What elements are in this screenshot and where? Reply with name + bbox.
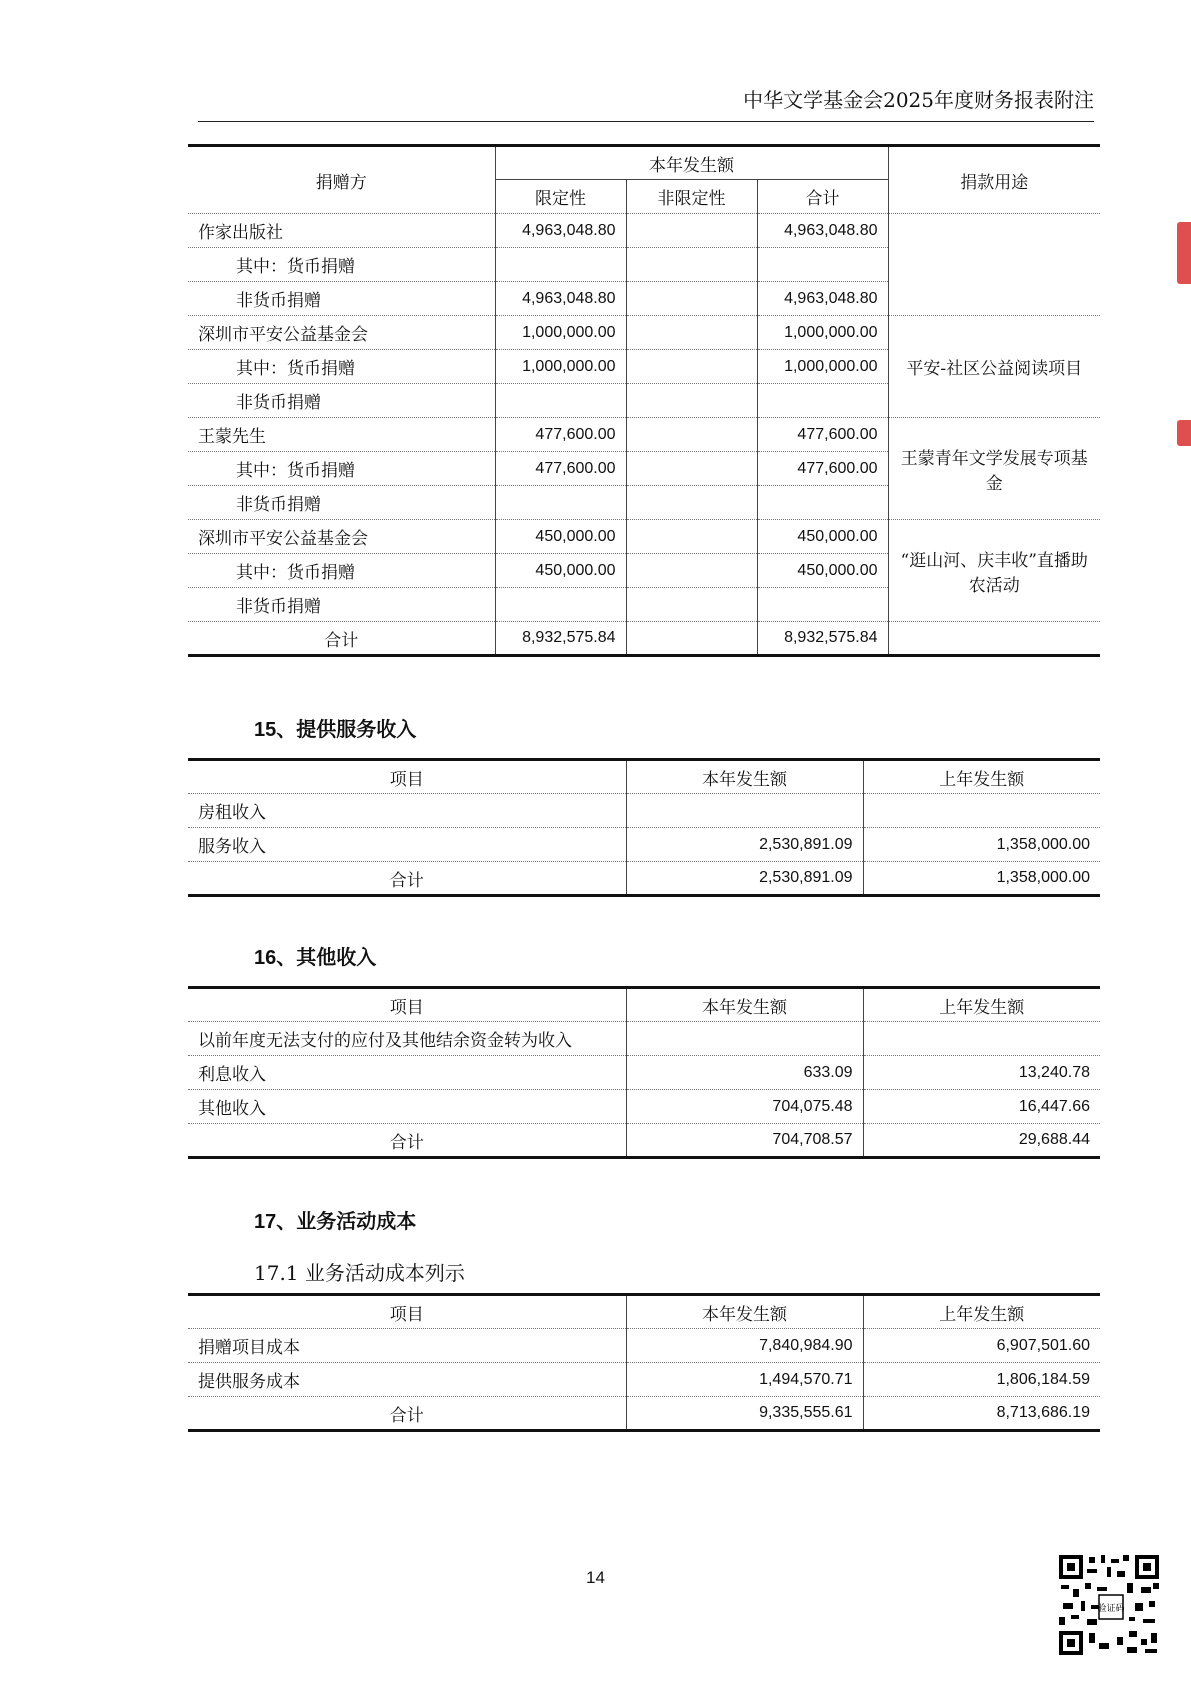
unrestricted-value: [626, 214, 757, 248]
total-value: 4,963,048.80: [757, 214, 888, 248]
donor-name: 王蒙先生: [188, 418, 495, 452]
table-row: [188, 520, 1100, 554]
sum-current: 704,708.57: [626, 1124, 863, 1158]
section-15-title: 15、提供服务收入: [254, 719, 417, 741]
restricted-value: 477,600.00: [495, 452, 626, 486]
total-value: 477,600.00: [757, 452, 888, 486]
unrestricted-value: [626, 350, 757, 384]
header-unrestricted: 非限定性: [626, 180, 757, 214]
noncash-label: 非货币捐赠: [188, 384, 495, 418]
other-income-table: [188, 986, 1100, 1159]
noncash-label: 非货币捐赠: [188, 282, 495, 316]
unrestricted-value: [626, 384, 757, 418]
purpose-cell: 王蒙青年文学发展专项基金: [888, 418, 1100, 520]
header-donor: 捐赠方: [188, 146, 495, 214]
sum-row: [188, 1124, 1100, 1158]
sum-prior: 29,688.44: [863, 1124, 1100, 1158]
item-label: 提供服务成本: [188, 1363, 626, 1397]
purpose-cell: 平安-社区公益阅读项目: [888, 316, 1100, 418]
sum-label: 合计: [188, 1124, 626, 1158]
sum-label: 合计: [188, 1397, 626, 1431]
purpose-cell: “逛山河、庆丰收”直播助农活动: [888, 520, 1100, 622]
restricted-value: [495, 384, 626, 418]
total-value: [757, 588, 888, 622]
prior-value: 16,447.66: [863, 1090, 1100, 1124]
total-value: 4,963,048.80: [757, 282, 888, 316]
page-number: 14: [586, 1568, 605, 1587]
section-17-title: 17、业务活动成本: [254, 1211, 417, 1233]
section-17-1-subtitle: 17.1 业务活动成本列示: [254, 1261, 465, 1285]
unrestricted-value: [626, 452, 757, 486]
cash-label: 其中：货币捐赠: [188, 452, 495, 486]
total-value: [757, 248, 888, 282]
total-value: 1,000,000.00: [757, 316, 888, 350]
sum-label: 合计: [188, 862, 626, 896]
total-value: 477,600.00: [757, 418, 888, 452]
table-row: [188, 1056, 1100, 1090]
unrestricted-value: [626, 554, 757, 588]
sum-current: 9,335,555.61: [626, 1397, 863, 1431]
total-value: [757, 486, 888, 520]
table-row: [188, 1022, 1100, 1056]
business-cost-table: [188, 1293, 1100, 1432]
sum-row: [188, 1397, 1100, 1431]
table-row: [188, 214, 1100, 248]
noncash-label: 非货币捐赠: [188, 588, 495, 622]
header-current: 本年发生额: [626, 1295, 863, 1329]
unrestricted-value: [626, 520, 757, 554]
restricted-value: 450,000.00: [495, 554, 626, 588]
table-row: [188, 828, 1100, 862]
item-label: 捐赠项目成本: [188, 1329, 626, 1363]
prior-value: 13,240.78: [863, 1056, 1100, 1090]
unrestricted-value: [626, 588, 757, 622]
item-label: 以前年度无法支付的应付及其他结余资金转为收入: [188, 1022, 626, 1056]
sum-row: [188, 622, 1100, 656]
prior-value: [863, 794, 1100, 828]
total-value: 450,000.00: [757, 554, 888, 588]
restricted-value: 4,963,048.80: [495, 282, 626, 316]
donor-name: 深圳市平安公益基金会: [188, 316, 495, 350]
prior-value: 6,907,501.60: [863, 1329, 1100, 1363]
prior-value: 1,358,000.00: [863, 828, 1100, 862]
current-value: 704,075.48: [626, 1090, 863, 1124]
restricted-value: 477,600.00: [495, 418, 626, 452]
report-header: 中华文学基金会2025年度财务报表附注: [198, 84, 1094, 122]
table-row: [188, 316, 1100, 350]
sum-label: 合计: [188, 622, 495, 656]
current-value: [626, 1022, 863, 1056]
qr-label: 验证码: [1097, 1604, 1125, 1614]
prior-value: 1,806,184.59: [863, 1363, 1100, 1397]
sum-current: 2,530,891.09: [626, 862, 863, 896]
restricted-value: [495, 248, 626, 282]
unrestricted-value: [626, 316, 757, 350]
table-row: [188, 1090, 1100, 1124]
current-value: [626, 794, 863, 828]
seal-fragment-icon: [1177, 222, 1191, 284]
unrestricted-value: [626, 486, 757, 520]
section-16-title: 16、其他收入: [254, 947, 377, 969]
restricted-value: [495, 588, 626, 622]
restricted-value: [495, 486, 626, 520]
service-income-table: [188, 758, 1100, 897]
cash-label: 其中：货币捐赠: [188, 350, 495, 384]
header-item: 项目: [188, 1295, 626, 1329]
total-value: [757, 384, 888, 418]
sum-unrestricted: [626, 622, 757, 656]
sum-row: [188, 862, 1100, 896]
sum-prior: 1,358,000.00: [863, 862, 1100, 896]
header-purpose: 捐款用途: [888, 146, 1100, 214]
item-label: 服务收入: [188, 828, 626, 862]
sum-restricted: 8,932,575.84: [495, 622, 626, 656]
restricted-value: 1,000,000.00: [495, 316, 626, 350]
donor-name: 深圳市平安公益基金会: [188, 520, 495, 554]
noncash-label: 非货币捐赠: [188, 486, 495, 520]
prior-value: [863, 1022, 1100, 1056]
sum-prior: 8,713,686.19: [863, 1397, 1100, 1431]
purpose-cell: [888, 214, 1100, 316]
header-current: 本年发生额: [626, 760, 863, 794]
header-prior: 上年发生额: [863, 988, 1100, 1022]
table-row: [188, 418, 1100, 452]
donation-table: [188, 144, 1100, 657]
seal-fragment-icon: [1177, 420, 1191, 446]
current-value: 7,840,984.90: [626, 1329, 863, 1363]
restricted-value: 1,000,000.00: [495, 350, 626, 384]
table-row: [188, 1329, 1100, 1363]
header-restricted: 限定性: [495, 180, 626, 214]
header-item: 项目: [188, 988, 626, 1022]
table-row: [188, 794, 1100, 828]
total-value: 1,000,000.00: [757, 350, 888, 384]
cash-label: 其中：货币捐赠: [188, 248, 495, 282]
total-value: 450,000.00: [757, 520, 888, 554]
item-label: 房租收入: [188, 794, 626, 828]
unrestricted-value: [626, 282, 757, 316]
header-total: 合计: [757, 180, 888, 214]
table-row: [188, 1363, 1100, 1397]
donor-name: 作家出版社: [188, 214, 495, 248]
header-current: 本年发生额: [626, 988, 863, 1022]
restricted-value: 4,963,048.80: [495, 214, 626, 248]
unrestricted-value: [626, 248, 757, 282]
qr-code-icon: [1057, 1553, 1161, 1657]
current-value: 1,494,570.71: [626, 1363, 863, 1397]
current-value: 633.09: [626, 1056, 863, 1090]
header-prior: 上年发生额: [863, 760, 1100, 794]
header-current-year: 本年发生额: [495, 146, 888, 180]
restricted-value: 450,000.00: [495, 520, 626, 554]
item-label: 其他收入: [188, 1090, 626, 1124]
item-label: 利息收入: [188, 1056, 626, 1090]
sum-total: 8,932,575.84: [757, 622, 888, 656]
sum-purpose: [888, 622, 1100, 656]
cash-label: 其中：货币捐赠: [188, 554, 495, 588]
header-item: 项目: [188, 760, 626, 794]
unrestricted-value: [626, 418, 757, 452]
header-prior: 上年发生额: [863, 1295, 1100, 1329]
current-value: 2,530,891.09: [626, 828, 863, 862]
